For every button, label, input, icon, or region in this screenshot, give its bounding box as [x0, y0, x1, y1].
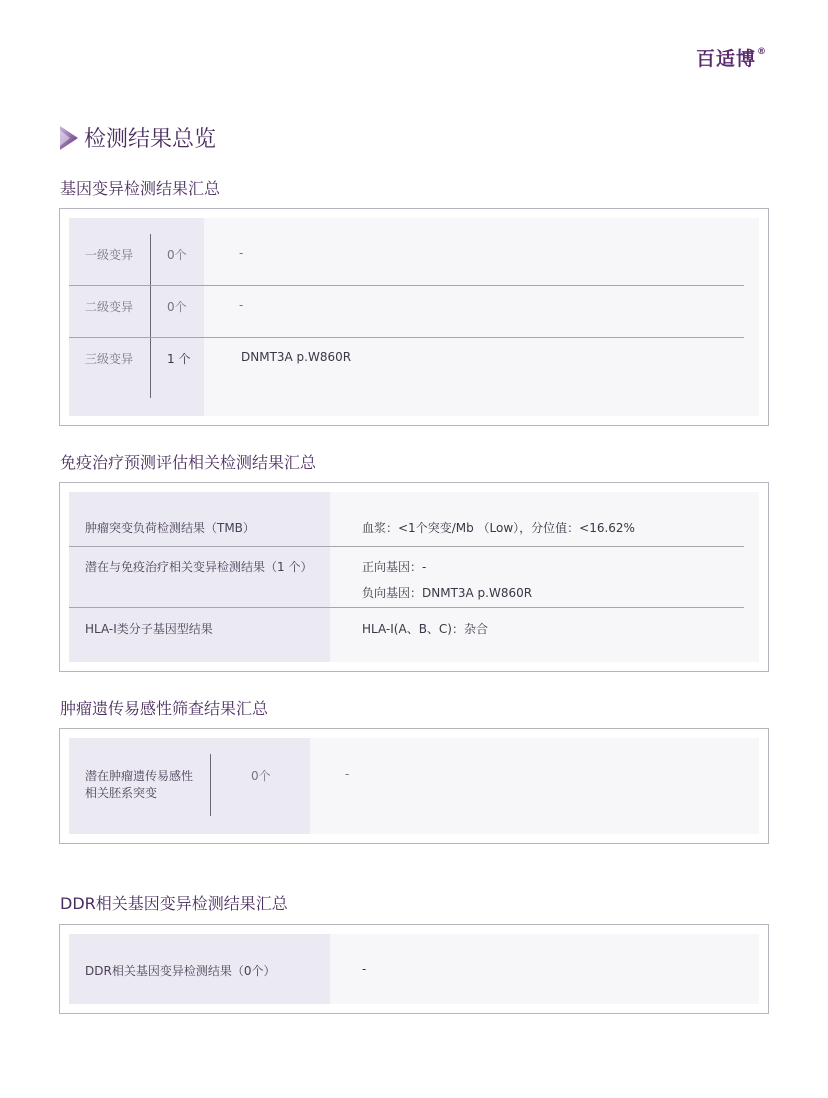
- hereditary-count: 0个: [251, 769, 271, 783]
- ddr-label: DDR相关基因变异检测结果（0个）: [85, 964, 276, 978]
- immune-row-value-secondary: 负向基因：DNMT3A p.W860R: [362, 586, 533, 600]
- hereditary-label-line1: 潜在肿瘤遗传易感性: [85, 769, 194, 783]
- immune-row-value: HLA-I(A、B、C)：杂合: [362, 622, 488, 636]
- immune-row-label: 潜在与免疫治疗相关变异检测结果（1 个）: [85, 560, 313, 574]
- immune-row-label: 肿瘤突变负荷检测结果（TMB）: [85, 521, 255, 535]
- brand-logo: [696, 44, 767, 71]
- immune-row-label: HLA-I类分子基因型结果: [85, 622, 213, 636]
- page-title: [60, 122, 216, 153]
- brand-name: 百适博: [696, 48, 757, 70]
- section-title-ddr: DDR相关基因变异检测结果汇总: [60, 894, 288, 913]
- immune-summary-panel: [69, 492, 759, 662]
- gene-row-value: -: [239, 246, 244, 260]
- ddr-value: -: [362, 962, 367, 976]
- section-title-gene: 基因变异检测结果汇总: [60, 179, 221, 198]
- gene-row-label: 三级变异: [85, 352, 134, 366]
- gene-row-value: DNMT3A p.W860R: [241, 350, 352, 364]
- hereditary-column-divider: [210, 754, 211, 816]
- section-title-immune: 免疫治疗预测评估相关检测结果汇总: [60, 453, 317, 472]
- immune-row-value: 正向基因：-: [362, 560, 427, 574]
- hereditary-value: -: [345, 767, 350, 781]
- immune-summary-box: [59, 482, 769, 672]
- gene-summary-panel: [69, 218, 759, 416]
- page-title-text: 检测结果总览: [84, 127, 217, 152]
- ddr-summary-panel: [69, 934, 759, 1004]
- section-title-hereditary: 肿瘤遗传易感性筛查结果汇总: [60, 699, 269, 718]
- gene-row-value: -: [239, 298, 244, 312]
- gene-row-count: 0个: [167, 300, 187, 314]
- gene-column-divider: [150, 234, 151, 398]
- gene-row-count: 1 个: [167, 352, 191, 366]
- immune-row-value: 血浆：<1个突变/Mb （Low），分位值：<16.62%: [362, 521, 635, 535]
- hereditary-summary-box: [59, 728, 769, 844]
- ddr-summary-box: [59, 924, 769, 1014]
- hereditary-summary-panel: [69, 738, 759, 834]
- gene-row-count: 0个: [167, 248, 187, 262]
- immune-row-divider: [69, 607, 744, 608]
- gene-row-label: 一级变异: [85, 248, 134, 262]
- gene-row-divider: [69, 337, 744, 338]
- title-arrow-icon: [60, 126, 78, 150]
- gene-row-label: 二级变异: [85, 300, 134, 314]
- gene-summary-box: [59, 208, 769, 426]
- hereditary-label-line2: 相关胚系突变: [85, 786, 158, 800]
- gene-row-divider: [69, 285, 744, 286]
- immune-row-divider: [69, 546, 744, 547]
- registered-mark: ®: [757, 46, 768, 57]
